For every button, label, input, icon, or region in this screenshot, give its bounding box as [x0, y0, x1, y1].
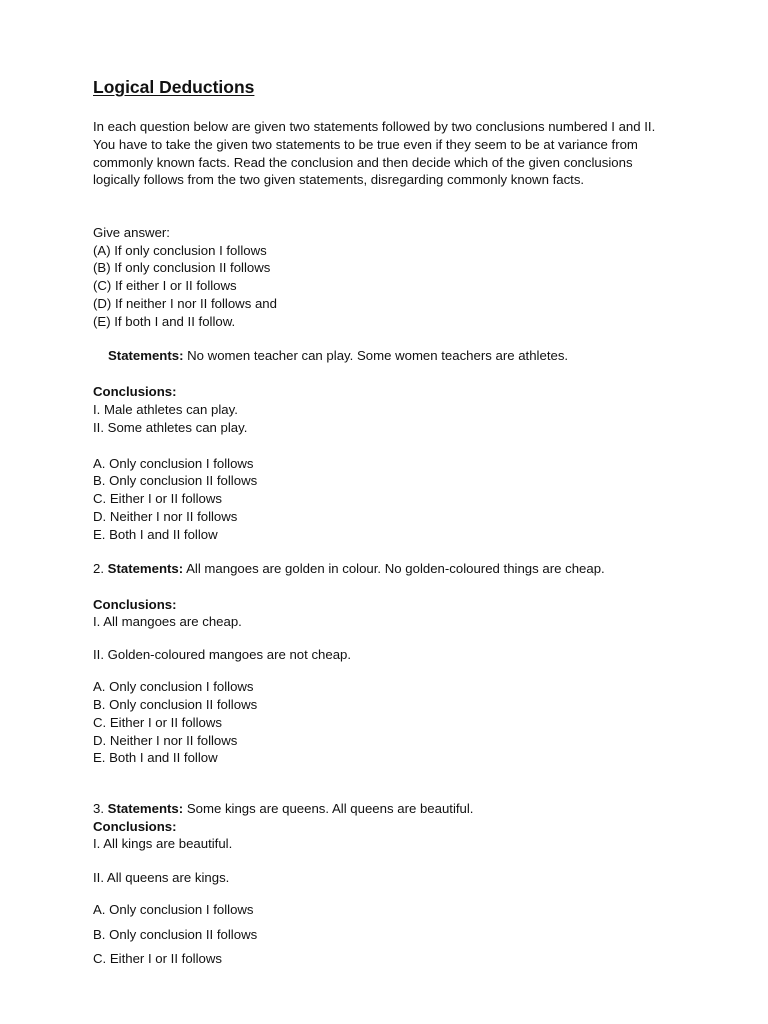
- question-3-statements: [93, 800, 473, 818]
- page-title: Logical Deductions: [93, 77, 255, 97]
- conclusion-item: II. Golden-coloured mangoes are not cheap.: [93, 647, 352, 662]
- statements-text: No women teacher can play. Some women teachers are athletes.: [187, 348, 569, 363]
- statements-text: All mangoes are golden in colour. No golden-coloured things are cheap.: [186, 561, 605, 576]
- statements-text: Some kings are queens. All queens are beautiful.: [186, 801, 474, 816]
- question-number: 3.: [93, 801, 104, 816]
- give-answer-label: Give answer:: [93, 225, 170, 240]
- choice-item: C. Either I or II follows: [93, 491, 222, 506]
- choice-item: B. Only conclusion II follows: [93, 473, 258, 488]
- question-number: 2.: [93, 561, 104, 576]
- answer-option: (A) If only conclusion I follows: [93, 243, 267, 258]
- conclusion-item: II. All queens are kings.: [93, 870, 230, 885]
- conclusion-item: I. All kings are beautiful.: [93, 836, 233, 851]
- conclusions-label: Conclusions:: [93, 597, 177, 612]
- choice-item: B. Only conclusion II follows: [93, 927, 258, 942]
- choice-item: B. Only conclusion II follows: [93, 697, 258, 712]
- answer-option: (C) If either I or II follows: [93, 278, 237, 293]
- intro-paragraph: In each question below are given two statements followed by two conclusions numbered I and II. You have to take the given two statements to be true even if they seem to be at variance from commonly known facts. Read the conclusion and then decide which of the given conclusions logically follows from the two given statements, disregarding commonly known facts.: [93, 119, 656, 188]
- statements-label: Statements:: [107, 801, 184, 816]
- choice-item: A. Only conclusion I follows: [93, 456, 254, 471]
- conclusions-label: Conclusions:: [93, 384, 177, 399]
- choice-item: D. Neither I nor II follows: [93, 733, 238, 748]
- statements-label: Statements:: [107, 561, 184, 576]
- question-1-statements: [108, 347, 568, 365]
- statements-label: Statements:: [108, 348, 184, 363]
- choice-item: D. Neither I nor II follows: [93, 509, 238, 524]
- choice-item: E. Both I and II follow: [93, 750, 218, 765]
- conclusion-item: I. All mangoes are cheap.: [93, 614, 242, 629]
- document-page: [93, 0, 693, 1024]
- question-2-statements: [93, 560, 605, 578]
- answer-option: (D) If neither I nor II follows and: [93, 296, 277, 311]
- conclusion-item: II. Some athletes can play.: [93, 420, 248, 435]
- choice-item: C. Either I or II follows: [93, 715, 222, 730]
- choice-item: A. Only conclusion I follows: [93, 902, 254, 917]
- choice-item: A. Only conclusion I follows: [93, 679, 254, 694]
- answer-option: (E) If both I and II follow.: [93, 314, 236, 329]
- choice-item: E. Both I and II follow: [93, 527, 218, 542]
- answer-option: (B) If only conclusion II follows: [93, 260, 271, 275]
- conclusions-label: Conclusions:: [93, 819, 177, 834]
- choice-item: C. Either I or II follows: [93, 951, 222, 966]
- conclusion-item: I. Male athletes can play.: [93, 402, 238, 417]
